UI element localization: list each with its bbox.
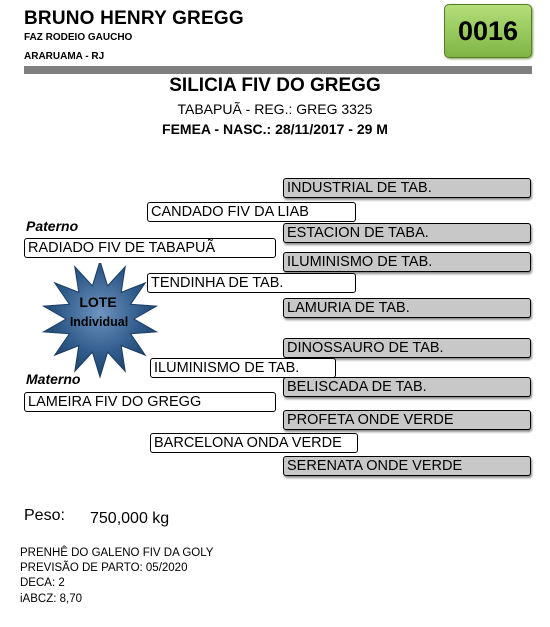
pedigree-sire-dam-dam: LAMURIA DE TAB. xyxy=(283,298,531,318)
pedigree-sire-sire-dam: ESTACION DE TABA. xyxy=(283,223,531,243)
pedigree-dam-dam-dam: SERENATA ONDE VERDE xyxy=(283,456,531,476)
lot-number-badge: 0016 xyxy=(444,4,532,58)
lote-individual-badge xyxy=(38,263,164,381)
pedigree-sire-dam-sire: ILUMINISMO DE TAB. xyxy=(283,252,531,272)
pedigree-sire-dam: TENDINHA DE TAB. xyxy=(147,273,356,293)
pedigree-sire-sire: CANDADO FIV DA LIAB xyxy=(147,202,356,222)
materno-label: Materno xyxy=(26,371,81,387)
pedigree-sire: RADIADO FIV DE TABAPUÃ xyxy=(24,238,276,258)
starburst-icon xyxy=(38,263,164,381)
paterno-label: Paterno xyxy=(26,218,79,234)
individual-text: Individual xyxy=(69,315,129,329)
header-divider xyxy=(24,66,532,74)
animal-name: SILICIA FIV DO GREGG xyxy=(169,75,381,96)
pedigree-dam-sire: ILUMINISMO DE TAB. xyxy=(150,358,336,378)
lote-text: LOTE xyxy=(79,294,117,310)
pedigree-dam-dam-sire: PROFETA ONDE VERDE xyxy=(283,410,531,430)
iabcz-info: iABCZ: 8,70 xyxy=(20,593,82,605)
due-date-info: PREVISÃO DE PARTO: 05/2020 xyxy=(20,562,188,574)
farm-name: FAZ RODEIO GAUCHO xyxy=(24,32,133,43)
owner-name: BRUNO HENRY GREGG xyxy=(24,8,244,29)
deca-info: DECA: 2 xyxy=(20,577,65,589)
animal-sex-birth: FEMEA - NASC.: 28/11/2017 - 29 M xyxy=(162,121,388,137)
pedigree-dam-dam: BARCELONA ONDA VERDE xyxy=(150,433,358,453)
pedigree-dam: LAMEIRA FIV DO GREGG xyxy=(24,392,276,412)
weight-value: 750,000 kg xyxy=(90,510,170,527)
pedigree-sire-sire-sire: INDUSTRIAL DE TAB. xyxy=(283,178,531,198)
city-name: ARARUAMA - RJ xyxy=(24,51,105,62)
pregnancy-info: PRENHÊ DO GALENO FIV DA GOLY xyxy=(20,547,214,559)
pedigree-dam-sire-sire: DINOSSAURO DE TAB. xyxy=(283,338,531,358)
animal-breed-registration: TABAPUÃ - REG.: GREG 3325 xyxy=(177,101,373,117)
weight-label: Peso: xyxy=(24,507,65,524)
pedigree-dam-sire-dam: BELISCADA DE TAB. xyxy=(283,377,531,397)
